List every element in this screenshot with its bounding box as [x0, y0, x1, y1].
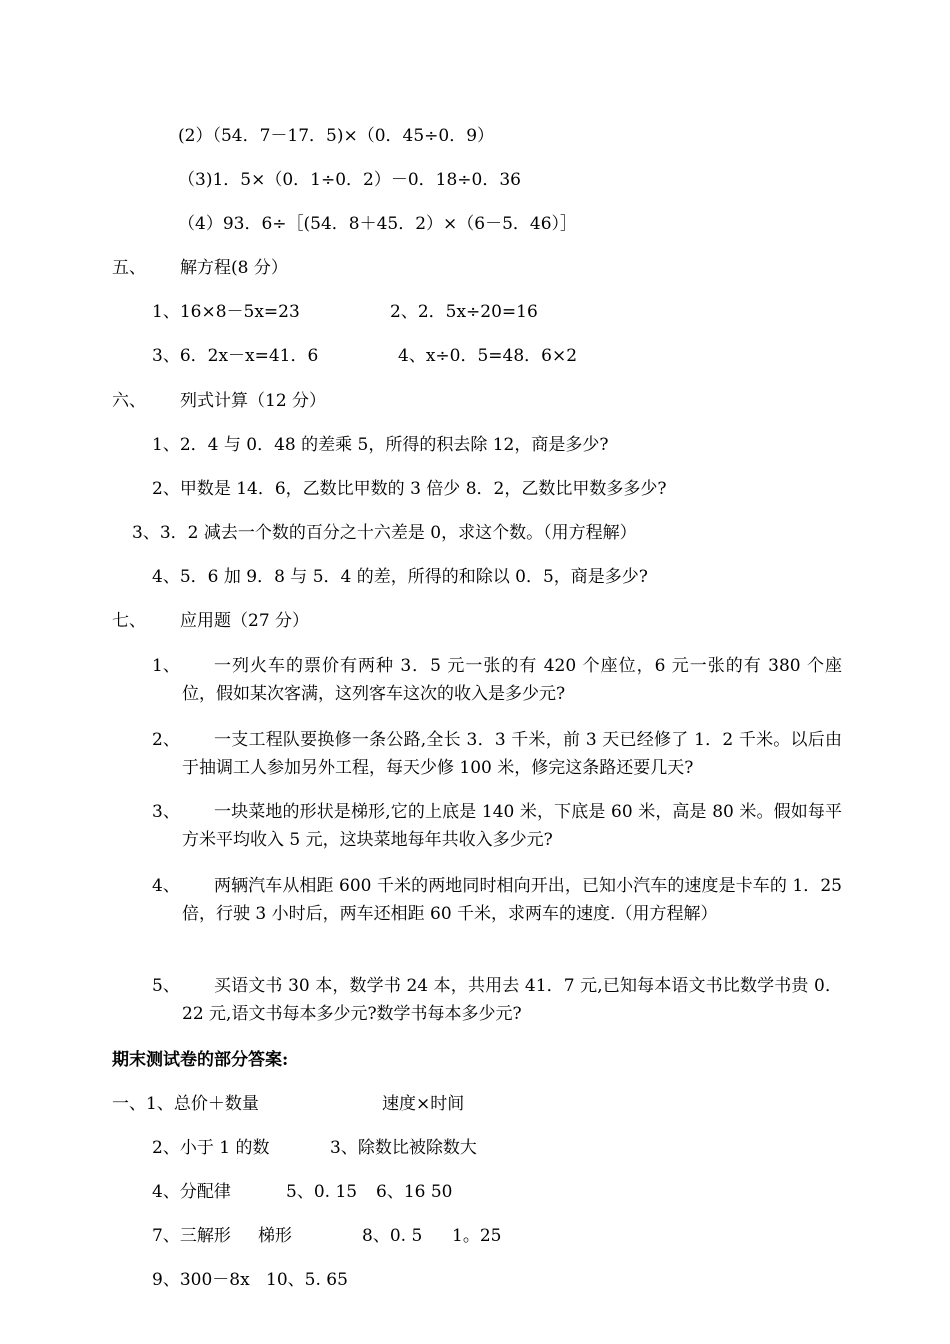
expression-item-3: 3、3．2 减去一个数的百分之十六差是 0，求这个数。（用方程解） [132, 523, 637, 543]
section7-heading: 应用题（27 分） [180, 611, 310, 631]
answer-5: 5、0. 15 [286, 1182, 358, 1202]
answer-7: 7、三解形 [152, 1226, 231, 1246]
problem-number: 3、 [152, 802, 180, 822]
expression-item-4: 4、5．6 加 9．8 与 5．4 的差，所得的和除以 0．5，商是多少? [152, 567, 648, 587]
problem-number: 1、 [152, 656, 180, 676]
problem-text: 一块菜地的形状是梯形,它的上底是 140 米，下底是 60 米，高是 80 米。假如每平方米平均收入 5 元，这块菜地每年共收入多少元? [182, 802, 842, 850]
answer-6: 6、16 50 [376, 1182, 453, 1202]
section6-heading: 列式计算（12 分） [180, 391, 327, 411]
section7-number: 七、 [112, 611, 146, 631]
answer-8: 8、0. 5 [362, 1226, 423, 1246]
answer-4: 4、分配律 [152, 1182, 231, 1202]
answers-title: 期末测试卷的部分答案: [112, 1050, 289, 1070]
word-problem-2 [152, 726, 842, 782]
section6-number: 六、 [112, 391, 146, 411]
section5-number: 五、 [112, 258, 146, 278]
calc-item-3: （3)1．5×（0．1÷0．2）－0．18÷0．36 [178, 170, 521, 190]
problem-text: 买语文书 30 本，数学书 24 本，共用去 41．7 元,已知每本语文书比数学书贵 0．22 元,语文书每本多少元?数学书每本多少元? [182, 976, 842, 1024]
expression-item-1: 1、2．4 与 0．48 的差乘 5，所得的积去除 12，商是多少? [152, 435, 609, 455]
equation-2: 2、2．5x÷20=16 [390, 302, 538, 322]
problem-number: 4、 [152, 876, 180, 896]
word-problem-4 [152, 872, 842, 928]
answer-1-1b: 速度×时间 [382, 1094, 465, 1114]
problem-text: 一支工程队要换修一条公路,全长 3．3 千米，前 3 天已经修了 1．2 千米。以后由于抽调工人参加另外工程，每天少修 100 米，修完这条路还要几天? [182, 730, 842, 778]
expression-item-2: 2、甲数是 14．6，乙数比甲数的 3 倍少 8．2，乙数比甲数多多少? [152, 479, 667, 499]
problem-number: 5、 [152, 976, 180, 996]
answer-10: 10、5. 65 [266, 1270, 348, 1290]
answer-7b: 梯形 [258, 1226, 292, 1246]
calc-item-4: （4）93．6÷［(54．8＋45．2）×（6－5．46）］ [178, 214, 578, 234]
equation-4: 4、x÷0．5=48．6×2 [398, 346, 578, 366]
equation-1: 1、16×8－5x=23 [152, 302, 300, 322]
word-problem-1 [152, 652, 842, 708]
problem-text: 一列火车的票价有两种 3．5 元一张的有 420 个座位，6 元一张的有 380 个座位，假如某次客满，这列客车这次的收入是多少元? [182, 656, 842, 704]
equation-3: 3、6．2x－x=41．6 [152, 346, 319, 366]
answer-9: 9、300－8x [152, 1270, 250, 1290]
problem-number: 2、 [152, 730, 180, 750]
calc-item-2: (2）（54．7－17．5)×（0．45÷0．9） [178, 126, 495, 146]
problem-text: 两辆汽车从相距 600 千米的两地同时相向开出，已知小汽车的速度是卡车的 1．25 倍，行驶 3 小时后，两车还相距 60 千米，求两车的速度.（用方程解） [182, 876, 842, 924]
answer-1-1: 一、1、总价＋数量 [112, 1094, 259, 1114]
answer-2: 2、小于 1 的数 [152, 1138, 270, 1158]
word-problem-3 [152, 798, 842, 854]
answer-3: 3、除数比被除数大 [330, 1138, 477, 1158]
section5-heading: 解方程(8 分） [180, 258, 288, 278]
answer-8b: 1。25 [452, 1226, 502, 1246]
word-problem-5 [152, 972, 842, 1028]
